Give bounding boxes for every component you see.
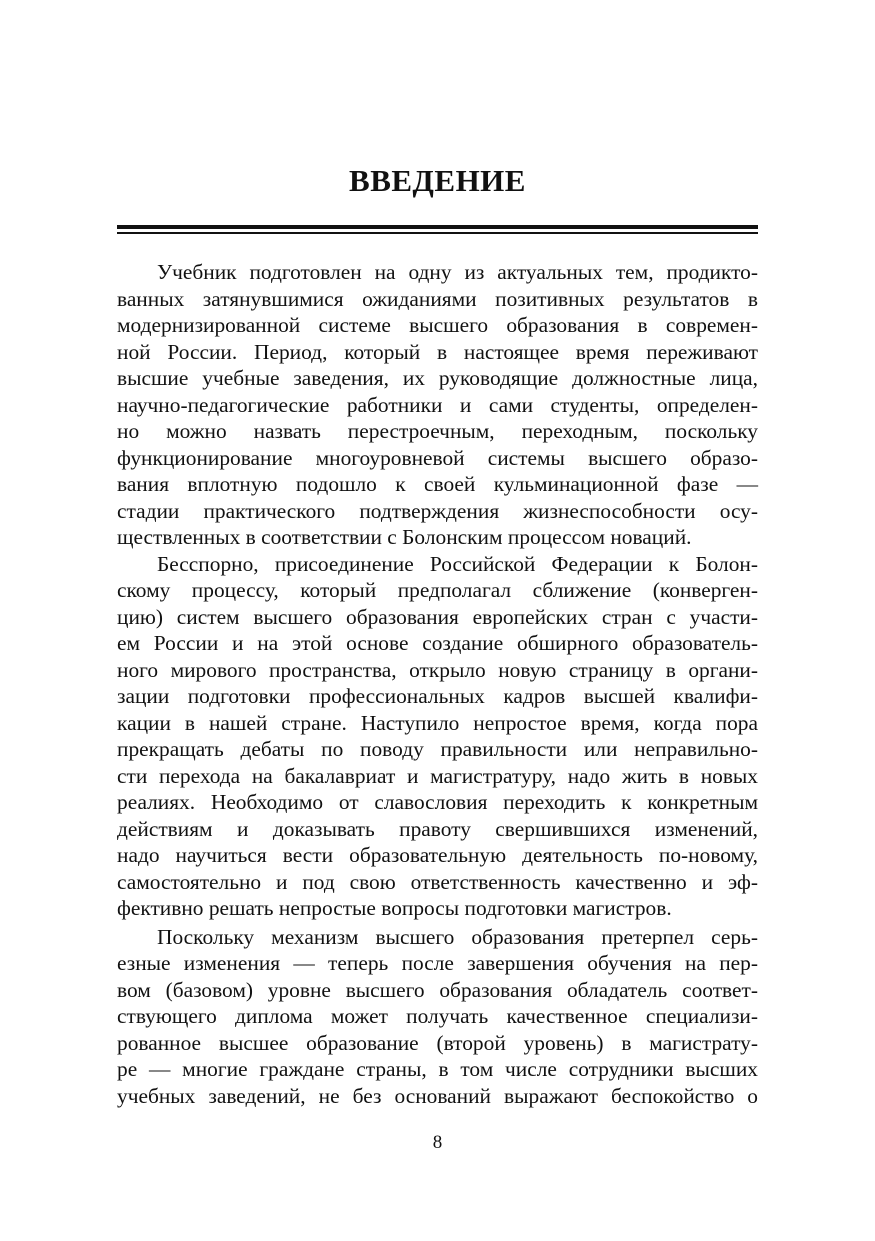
text-line: рованное высшее образование (второй уровень) в магистрату- [117,1030,758,1055]
text-line: ре — многие граждане страны, в том числе сотрудники высших [117,1057,758,1081]
text-line: надо научиться вести образовательную деятельность по-новому, [117,843,758,867]
text-line: ем России и на этой основе создание обширного образователь- [117,631,758,655]
text-line: Бесспорно, присоединение Российской Федерации к Болон- [157,551,758,576]
text-line: Учебник подготовлен на одну из актуальных тем, продикто- [157,260,758,284]
text-line: действиям и доказывать правоту свершившихся изменений, [117,816,758,841]
page-title: ВВЕДЕНИЕ [349,163,526,198]
text-line: учебных заведений, не без оснований выражают беспокойство о [117,1083,758,1108]
text-line: ванных затянувшимися ожиданиями позитивных результатов в [117,286,758,311]
text-line: научно-педагогические работники и сами студенты, определен- [117,392,758,417]
text-line: самостоятельно и под свою ответственность качественно и эф- [117,869,758,894]
text-line: стадии практического подтверждения жизнеспособности осу- [117,498,758,523]
text-line: высшие учебные заведения, их руководящие должностные лица, [117,366,758,390]
text-line: реалиях. Необходимо от славословия переходить к конкретным [117,790,758,814]
text-line: ществленных в соответствии с Болонским процессом новаций. [117,525,692,549]
text-line: но можно назвать перестроечным, переходным, поскольку [117,419,758,443]
text-line: функционирование многоуровневой системы высшего образо- [117,445,758,470]
text-line: кации в нашей стране. Наступило непростое время, когда пора [117,710,758,735]
text-line: скому процессу, который предполагал сближение (конверген- [117,578,758,602]
text-line: цию) систем высшего образования европейских стран с участи- [117,604,758,629]
text-line: вом (базовом) уровне высшего образования обладатель соответ- [117,977,758,1002]
text-line: зации подготовки профессиональных кадров высшей квалифи- [117,684,758,708]
text-line: Поскольку механизм высшего образования претерпел серь- [157,924,758,949]
text-line: сти перехода на бакалавриат и магистратуру, надо жить в новых [117,763,758,788]
page-number: 8 [432,1132,443,1153]
text-line: езные изменения — теперь после завершения обучения на пер- [117,951,758,975]
title-double-rule [117,225,758,234]
text-line: модернизированной системе высшего образования в современ- [117,313,758,337]
text-line: прекращать дебаты по поводу правильности или неправильно- [117,737,758,761]
text-line: ной России. Период, который в настоящее время переживают [117,339,758,364]
text-line: ного мирового пространства, открыло новую страницу в органи- [117,657,758,682]
body-text [117,259,758,1109]
text-line: фективно решать непростые вопросы подготовки магистров. [117,896,672,920]
text-line: ствующего диплома может получать качественное специализи- [117,1004,758,1028]
text-line: вания вплотную подошло к своей кульминационной фазе — [117,472,758,496]
